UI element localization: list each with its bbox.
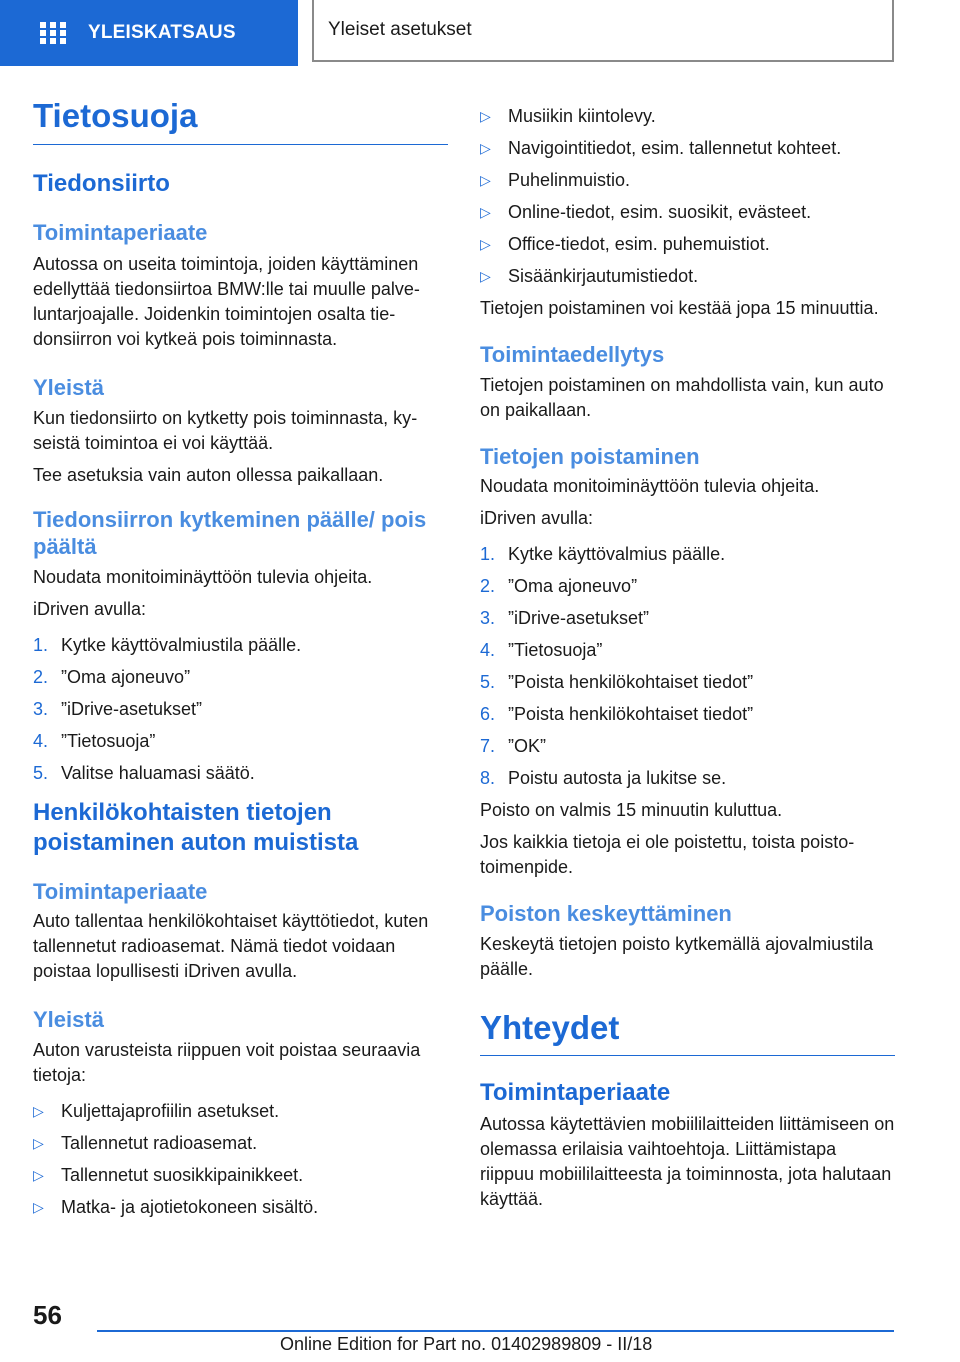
paragraph-noudata-1: Noudata monitoiminäyttöön tulevia ohjeita.	[33, 566, 373, 587]
paragraph-valmis: Poisto on valmis 15 minuutin kuluttua.	[480, 800, 783, 820]
page-title: Tietosuoja	[33, 96, 448, 145]
step-item	[480, 638, 895, 663]
bullet-item	[480, 104, 895, 129]
step-item	[33, 761, 448, 786]
step-number: 2.	[480, 576, 496, 596]
heading-yleista-2: Yleistä	[33, 1007, 104, 1033]
step-item	[480, 734, 895, 759]
bullet-text: Tallennetut suosikkipainikkeet.	[61, 1164, 304, 1185]
heading-yleista-1: Yleistä	[33, 375, 104, 401]
steps-list-1	[33, 633, 448, 786]
triangle-bullet-icon: ▷	[480, 172, 491, 188]
section-header	[312, 0, 894, 62]
triangle-bullet-icon: ▷	[480, 108, 491, 124]
footer-divider	[97, 1330, 894, 1332]
bullet-text: Matka- ja ajotietokoneen sisältö.	[61, 1196, 319, 1217]
step-number: 3.	[33, 698, 49, 719]
heading-tietojen-poistaminen: Tietojen poistaminen	[480, 443, 700, 469]
heading-keskeyttaminen: Poiston keskeyttäminen	[480, 901, 732, 926]
heading-henkilokohtaiset: Henkilökohtaisten tietojen poistaminen auton muistista	[33, 798, 359, 856]
bullet-text: Navigointitiedot, esim. tallennetut kohteet.	[508, 138, 842, 158]
triangle-bullet-icon: ▷	[480, 268, 491, 284]
bullet-item	[33, 1163, 448, 1188]
triangle-bullet-icon: ▷	[33, 1166, 44, 1183]
step-item	[33, 665, 448, 690]
paragraph-yleista-2: Auton varusteista riippuen voit poistaa seuraavia tietoja:	[33, 1039, 421, 1085]
step-item	[33, 697, 448, 722]
step-item	[480, 606, 895, 631]
step-number: 1.	[33, 634, 49, 655]
heading-toimintaperiaate-2: Toimintaperiaate	[33, 878, 208, 904]
step-text: Poistu autosta ja lukitse se.	[508, 768, 727, 788]
heading-tiedonsiirto: Tiedonsiirto	[33, 169, 170, 197]
step-item	[33, 729, 448, 754]
step-text: ”Tietosuoja”	[61, 730, 156, 751]
triangle-bullet-icon: ▷	[480, 204, 491, 220]
step-text: ”Poista henkilökohtaiset tiedot”	[508, 672, 754, 692]
step-number: 2.	[33, 666, 49, 687]
left-column	[33, 96, 448, 1227]
paragraph-toimintaperiaate-3: Autossa käytettävien mobiililaitteiden liittämiseen on olemassa erilaisia vaihtoehtoja. Liittämistapa riippuu mobiililaitteesta ja toiminnosta, jota halutaan käyttää.	[480, 1114, 895, 1210]
triangle-bullet-icon: ▷	[480, 236, 491, 252]
step-item	[480, 766, 895, 791]
step-text: Valitse haluamasi säätö.	[61, 762, 255, 783]
steps-list-2	[480, 542, 895, 791]
step-number: 6.	[480, 704, 496, 724]
page-number: 56	[33, 1300, 62, 1330]
step-text: Kytke käyttövalmius päälle.	[508, 544, 726, 564]
step-number: 5.	[480, 672, 496, 692]
step-item	[480, 542, 895, 567]
heading-toimintaedellytys: Toimintaedellytys	[480, 342, 665, 367]
paragraph-toista: Jos kaikkia tietoja ei ole poistettu, toista poistotoimenpide.	[480, 832, 855, 877]
bullet-list-1	[33, 1099, 448, 1220]
bullet-item	[480, 232, 895, 257]
grid-icon	[40, 22, 66, 44]
step-number: 4.	[480, 640, 496, 660]
step-item	[33, 633, 448, 658]
paragraph-noudata-2: Noudata monitoiminäyttöön tulevia ohjeita.	[480, 476, 820, 496]
right-column	[480, 104, 895, 1212]
heading-toimintaperiaate-3: Toimintaperiaate	[480, 1079, 671, 1107]
bullet-text: Kuljettajaprofiilin asetukset.	[61, 1100, 280, 1121]
paragraph-idrive-2: iDriven avulla:	[480, 508, 594, 528]
step-item	[480, 670, 895, 695]
triangle-bullet-icon: ▷	[33, 1102, 44, 1119]
paragraph-keskeyttaminen: Keskeytä tietojen poisto kytkemällä ajovalmiustila päälle.	[480, 933, 874, 979]
step-number: 8.	[480, 768, 496, 788]
bullet-item	[33, 1195, 448, 1220]
step-number: 4.	[33, 730, 49, 751]
triangle-bullet-icon: ▷	[480, 140, 491, 156]
step-number: 5.	[33, 762, 49, 783]
bullet-item	[33, 1131, 448, 1156]
step-text: ”iDrive-asetukset”	[61, 698, 203, 719]
step-number: 3.	[480, 608, 496, 628]
footer-edition: Online Edition for Part no. 01402989809 - II/18	[280, 1334, 653, 1354]
bullet-text: Musiikin kiintolevy.	[508, 106, 656, 126]
step-item	[480, 702, 895, 727]
paragraph-yleista-1a: Kun tiedonsiirto on kytketty pois toiminnasta, kyseistä toimintoa ei voi käyttää.	[33, 407, 418, 453]
triangle-bullet-icon: ▷	[33, 1198, 44, 1215]
section-title-yhteydet: Yhteydet	[480, 1008, 895, 1057]
paragraph-toimintaperiaate-2: Auto tallentaa henkilökohtaiset käyttötiedot, kuten tallennetut radioasemat. Nämä tiedot voidaan poistaa lopullisesti iDriven avulla.	[33, 911, 429, 982]
tab-overview-label: YLEISKATSAUS	[88, 22, 236, 43]
bullet-text: Office-tiedot, esim. puhemuistiot.	[508, 234, 770, 254]
top-bar	[0, 0, 960, 66]
heading-toimintaperiaate-1: Toimintaperiaate	[33, 219, 208, 245]
step-text: ”OK”	[508, 736, 546, 756]
step-item	[480, 574, 895, 599]
paragraph-yleista-1b: Tee asetuksia vain auton ollessa paikallaan.	[33, 464, 384, 485]
step-text: ”Oma ajoneuvo”	[508, 576, 638, 596]
bullet-item	[480, 200, 895, 225]
triangle-bullet-icon: ▷	[33, 1134, 44, 1151]
bullet-item	[480, 264, 895, 289]
step-text: ”Oma ajoneuvo”	[61, 666, 191, 687]
step-text: ”Poista henkilökohtaiset tiedot”	[508, 704, 754, 724]
step-number: 7.	[480, 736, 496, 756]
bullet-item	[480, 136, 895, 161]
paragraph-toimintaedellytys: Tietojen poistaminen on mahdollista vain, kun auto on paikallaan.	[480, 374, 884, 420]
bullet-item	[33, 1099, 448, 1124]
bullet-text: Sisäänkirjautumistiedot.	[508, 266, 699, 286]
step-text: ”iDrive-asetukset”	[508, 608, 650, 628]
paragraph-kesto: Tietojen poistaminen voi kestää jopa 15 minuuttia.	[480, 298, 879, 318]
tab-overview[interactable]	[0, 0, 298, 66]
heading-kytkeminen: Tiedonsiirron kytkeminen päälle/ pois päältä	[33, 506, 427, 560]
section-header-label: Yleiset asetukset	[328, 19, 472, 40]
step-text: ”Tietosuoja”	[508, 640, 603, 660]
step-text: Kytke käyttövalmiustila päälle.	[61, 634, 302, 655]
paragraph-idrive-1: iDriven avulla:	[33, 598, 147, 619]
bullet-text: Tallennetut radioasemat.	[61, 1132, 258, 1153]
step-number: 1.	[480, 544, 496, 564]
bullet-text: Online-tiedot, esim. suosikit, evästeet.	[508, 202, 812, 222]
bullet-list-2	[480, 104, 895, 289]
bullet-text: Puhelinmuistio.	[508, 170, 631, 190]
bullet-item	[480, 168, 895, 193]
paragraph-toimintaperiaate-1: Autossa on useita toimintoja, joiden käyttäminen edellyttää tiedonsiirtoa BMW:lle tai muulle palveluntarjoajalle. Joidenkin toimintojen osalta tiedonsiirron voi kytkeä pois toiminnasta.	[33, 254, 420, 350]
